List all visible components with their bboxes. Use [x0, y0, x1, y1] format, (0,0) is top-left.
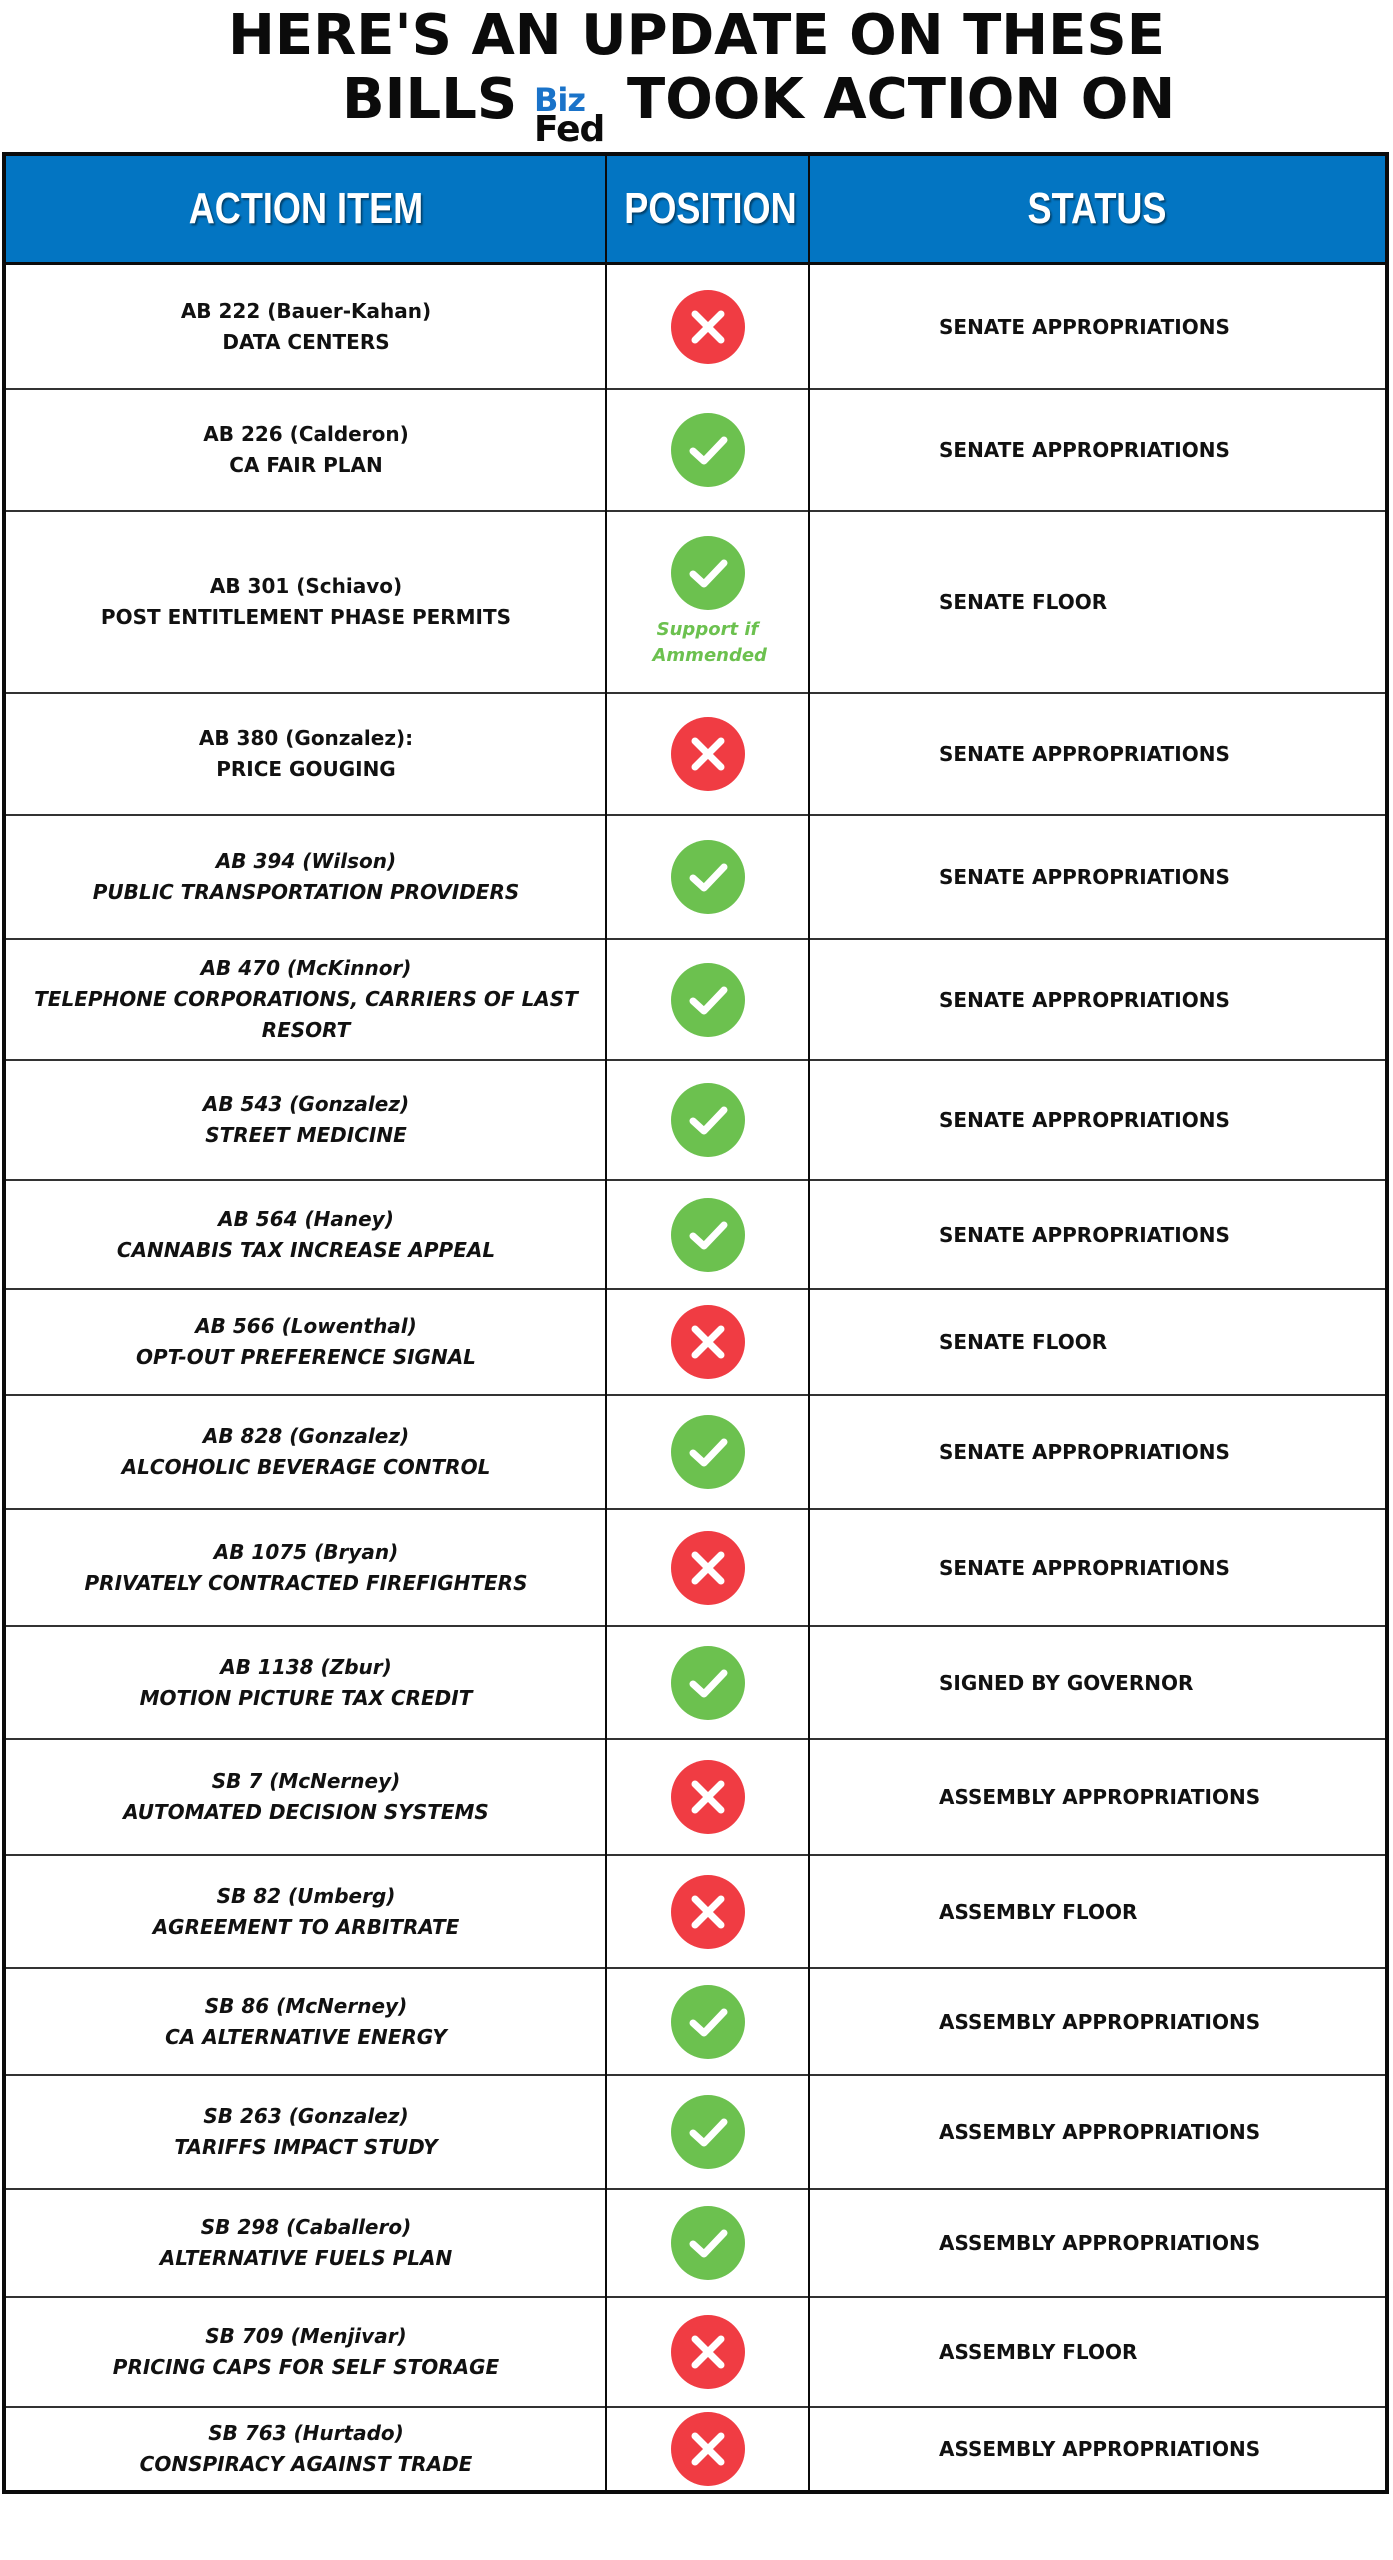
position-cell [606, 1856, 809, 1967]
position-cell [606, 1740, 809, 1854]
status-text: SIGNED BY GOVERNOR [939, 1670, 1194, 1695]
bill-number: AB 566 (Lowenthal) [195, 1314, 417, 1338]
table-row [6, 2076, 1385, 2190]
support-check-icon [670, 2094, 746, 2170]
support-check-icon [670, 962, 746, 1038]
logo-fed-text: Fed [534, 109, 605, 150]
status-text: SENATE APPROPRIATIONS [939, 987, 1230, 1012]
status-cell [809, 2408, 1385, 2490]
status-text: SENATE APPROPRIATIONS [939, 1440, 1230, 1464]
page-header [0, 0, 1393, 150]
support-check-icon [670, 839, 746, 915]
table-row [6, 512, 1385, 694]
bill-topic: TELEPHONE CORPORATIONS, CARRIERS OF LAST RESORT [34, 987, 578, 1042]
status-cell [809, 940, 1385, 1059]
table-row [6, 1856, 1385, 1969]
position-cell [606, 2298, 809, 2406]
action-item-cell [6, 1969, 606, 2074]
position-cell [606, 1061, 809, 1179]
position-cell [606, 1290, 809, 1394]
status-text: SENATE APPROPRIATIONS [939, 1222, 1230, 1247]
action-item-cell [6, 1181, 606, 1288]
support-check-icon [670, 1414, 746, 1490]
position-cell [606, 1396, 809, 1508]
bill-number: SB 709 (Menjivar) [205, 2324, 407, 2348]
status-text: SENATE APPROPRIATIONS [939, 438, 1230, 462]
table-row [6, 2298, 1385, 2408]
bill-number: AB 226 (Calderon) [203, 422, 409, 446]
status-cell [809, 1061, 1385, 1179]
action-item-cell [6, 2076, 606, 2188]
action-item-cell [6, 512, 606, 692]
status-cell [809, 390, 1385, 510]
table-row [6, 1740, 1385, 1856]
status-cell [809, 1510, 1385, 1625]
support-check-icon [670, 1984, 746, 2060]
bill-topic: STREET MEDICINE [205, 1123, 407, 1147]
action-item-cell [6, 2298, 606, 2406]
logo-biz-text: Biz [534, 81, 585, 119]
table-row [6, 816, 1385, 940]
oppose-x-icon [670, 2411, 746, 2487]
status-cell [809, 1969, 1385, 2074]
bill-number: AB 380 (Gonzalez): [198, 726, 414, 750]
bill-topic: CA ALTERNATIVE ENERGY [165, 2024, 447, 2049]
status-cell [809, 1396, 1385, 1508]
position-cell [606, 1969, 809, 2074]
table-row [6, 1627, 1385, 1740]
status-text: ASSEMBLY FLOOR [939, 1899, 1138, 1924]
position-cell [606, 940, 809, 1059]
action-item-cell [6, 1740, 606, 1854]
action-item-cell [6, 1627, 606, 1738]
status-cell [809, 1290, 1385, 1394]
status-cell [809, 2298, 1385, 2406]
oppose-x-icon [670, 1530, 746, 1606]
bill-number: AB 564 (Haney) [218, 1206, 394, 1231]
position-cell [606, 390, 809, 510]
status-text: ASSEMBLY APPROPRIATIONS [939, 1785, 1261, 1809]
status-text: ASSEMBLY APPROPRIATIONS [939, 2437, 1261, 2461]
oppose-x-icon [670, 1759, 746, 1835]
status-cell [809, 1740, 1385, 1854]
support-check-icon [670, 1197, 746, 1273]
action-item-cell [6, 1290, 606, 1394]
status-text: SENATE APPROPRIATIONS [939, 1555, 1230, 1580]
status-cell [809, 816, 1385, 938]
action-item-cell [6, 390, 606, 510]
action-item-cell [6, 1510, 606, 1625]
position-cell [606, 694, 809, 814]
status-text: SENATE FLOOR [939, 1330, 1108, 1354]
bill-number: AB 543 (Gonzalez) [202, 1092, 410, 1116]
table-row [6, 940, 1385, 1061]
title-line-2 [0, 67, 1393, 150]
table-row [6, 694, 1385, 816]
title-line-1: HERE'S AN UPDATE ON THESE [228, 3, 1165, 68]
status-text: SENATE APPROPRIATIONS [939, 865, 1230, 889]
bill-number: SB 763 (Hurtado) [208, 2421, 404, 2445]
action-item-cell [6, 2408, 606, 2490]
position-cell [606, 2190, 809, 2296]
position-cell [606, 1181, 809, 1288]
bill-number: AB 1075 (Bryan) [213, 1539, 399, 1564]
bill-topic: PRICE GOUGING [216, 757, 396, 781]
position-cell [606, 265, 809, 388]
table-row [6, 1969, 1385, 2076]
status-text: SENATE APPROPRIATIONS [939, 742, 1230, 766]
bill-status-table [2, 152, 1389, 2494]
status-text: ASSEMBLY APPROPRIATIONS [939, 2009, 1261, 2034]
table-row [6, 390, 1385, 512]
bill-number: AB 222 (Bauer-Kahan) [180, 298, 432, 323]
bill-topic: DATA CENTERS [222, 329, 390, 354]
column-header-status: STATUS [1027, 184, 1167, 233]
oppose-x-icon [670, 716, 746, 792]
bill-topic: ALTERNATIVE FUELS PLAN [159, 2246, 453, 2270]
status-cell [809, 2076, 1385, 2188]
bill-number: SB 263 (Gonzalez) [203, 2104, 409, 2128]
column-header-position: POSITION [624, 184, 797, 233]
bizfed-logo [532, 70, 608, 150]
support-check-icon [670, 412, 746, 488]
table-row [6, 1061, 1385, 1181]
bill-topic: AGREEMENT TO ARBITRATE [152, 1914, 460, 1939]
action-item-cell [6, 1856, 606, 1967]
bill-topic: CONSPIRACY AGAINST TRADE [139, 2452, 473, 2476]
bill-topic: PUBLIC TRANSPORTATION PROVIDERS [92, 880, 520, 904]
bill-number: AB 301 (Schiavo) [209, 574, 403, 598]
bill-number: AB 828 (Gonzalez) [202, 1424, 410, 1448]
table-row [6, 2408, 1385, 2490]
bill-topic: TARIFFS IMPACT STUDY [174, 2135, 438, 2159]
bill-number: SB 82 (Umberg) [216, 1883, 396, 1908]
status-cell [809, 265, 1385, 388]
position-cell [606, 2076, 809, 2188]
action-item-cell [6, 1061, 606, 1179]
title-action-text: TOOK ACTION ON [627, 67, 1176, 132]
bill-number: SB 7 (McNerney) [211, 1769, 401, 1793]
bill-topic: OPT-OUT PREFERENCE SIGNAL [136, 1345, 476, 1369]
action-item-cell [6, 694, 606, 814]
column-header-action-item: ACTION ITEM [188, 184, 424, 233]
status-cell [809, 2190, 1385, 2296]
table-row [6, 265, 1385, 390]
status-text: ASSEMBLY APPROPRIATIONS [939, 2231, 1261, 2255]
oppose-x-icon [670, 289, 746, 365]
status-cell [809, 1181, 1385, 1288]
position-cell [606, 2408, 809, 2490]
bill-number: AB 470 (McKinnor) [200, 956, 412, 980]
status-text: SENATE FLOOR [939, 590, 1108, 614]
status-cell [809, 512, 1385, 692]
bill-topic: MOTION PICTURE TAX CREDIT [139, 1685, 473, 1710]
bill-number: AB 394 (Wilson) [215, 849, 397, 873]
position-cell [606, 816, 809, 938]
status-text: SENATE APPROPRIATIONS [939, 314, 1230, 339]
bill-topic: AUTOMATED DECISION SYSTEMS [123, 1800, 489, 1824]
table-row [6, 1290, 1385, 1396]
position-cell [606, 1627, 809, 1738]
status-cell [809, 1627, 1385, 1738]
action-item-cell [6, 940, 606, 1059]
action-item-cell [6, 1396, 606, 1508]
action-item-cell [6, 816, 606, 938]
oppose-x-icon [670, 1304, 746, 1380]
oppose-x-icon [670, 1874, 746, 1950]
bill-number: SB 298 (Caballero) [200, 2215, 412, 2239]
bill-topic: PRIVATELY CONTRACTED FIREFIGHTERS [84, 1570, 528, 1595]
action-item-cell [6, 265, 606, 388]
support-check-icon [670, 535, 746, 611]
column-divider [808, 156, 810, 2490]
oppose-x-icon [670, 2314, 746, 2390]
support-check-icon [670, 2205, 746, 2281]
bill-topic: CA FAIR PLAN [229, 453, 383, 477]
status-cell [809, 694, 1385, 814]
status-text: ASSEMBLY APPROPRIATIONS [939, 2120, 1261, 2144]
bill-topic: CANNABIS TAX INCREASE APPEAL [116, 1237, 496, 1262]
bill-topic: PRICING CAPS FOR SELF STORAGE [112, 2355, 500, 2379]
bill-number: SB 86 (McNerney) [204, 1993, 408, 2018]
table-row [6, 2190, 1385, 2298]
table-row [6, 1396, 1385, 1510]
table-row [6, 1510, 1385, 1627]
bill-topic: POST ENTITLEMENT PHASE PERMITS [100, 605, 512, 629]
position-cell [606, 512, 809, 692]
support-check-icon [670, 1645, 746, 1721]
status-cell [809, 1856, 1385, 1967]
position-note: Support if Ammended [652, 619, 767, 666]
status-text: SENATE APPROPRIATIONS [939, 1108, 1230, 1132]
status-text: ASSEMBLY FLOOR [939, 2340, 1138, 2364]
position-cell [606, 1510, 809, 1625]
bill-number: AB 1138 (Zbur) [220, 1654, 392, 1679]
action-item-cell [6, 2190, 606, 2296]
table-row [6, 1181, 1385, 1290]
support-check-icon [670, 1082, 746, 1158]
column-divider [605, 156, 607, 2490]
table-header [6, 156, 1385, 265]
title-bills-text: BILLS [342, 67, 518, 132]
bill-topic: ALCOHOLIC BEVERAGE CONTROL [121, 1455, 491, 1479]
